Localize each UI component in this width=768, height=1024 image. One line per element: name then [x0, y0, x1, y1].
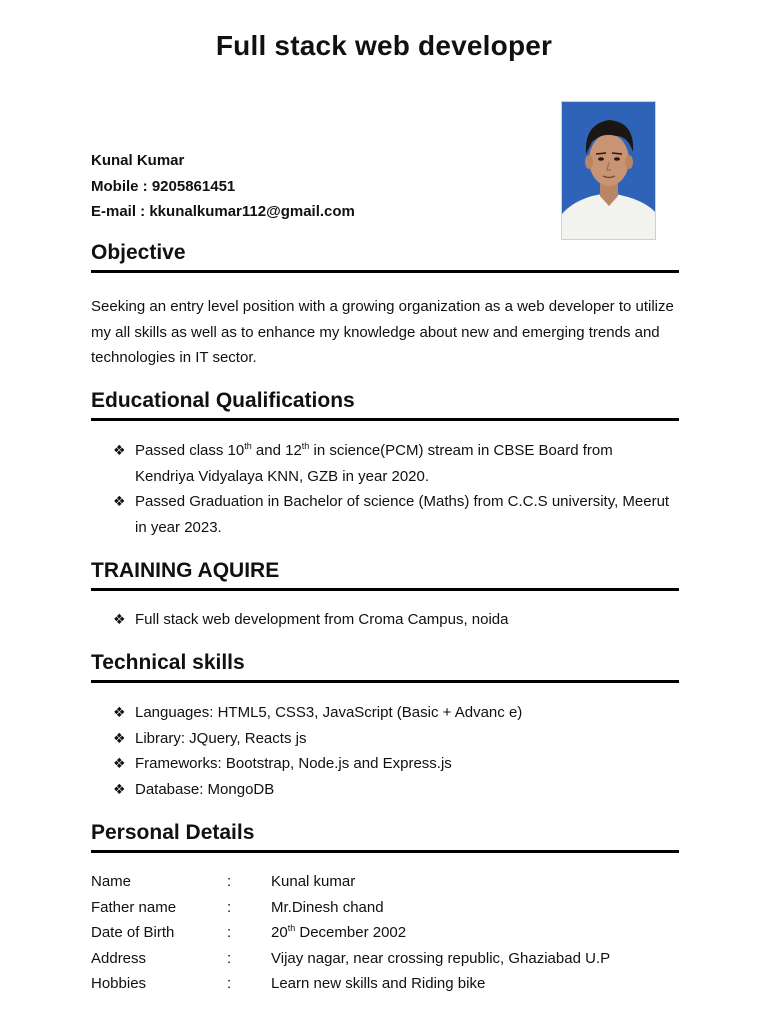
list-item	[113, 726, 673, 752]
diamond-bullet-icon: ❖	[113, 755, 126, 771]
page-title: Full stack web developer	[215, 30, 553, 61]
skills-divider	[91, 680, 679, 683]
row-label: Father name	[91, 898, 177, 916]
diamond-bullet-icon: ❖	[113, 611, 126, 627]
contact-block	[91, 148, 355, 225]
personal-heading: Personal Details	[91, 821, 255, 844]
profile-photo	[561, 101, 656, 240]
contact-mobile: Mobile : 9205861451	[91, 177, 236, 195]
education-divider	[91, 418, 679, 421]
table-row	[91, 946, 610, 972]
row-value: 20th December 2002	[271, 923, 407, 941]
objective-heading: Objective	[91, 241, 186, 264]
training-list	[113, 607, 673, 633]
education-list	[113, 438, 673, 540]
table-row	[91, 971, 610, 997]
training-section	[91, 559, 679, 591]
training-divider	[91, 588, 679, 591]
list-item-text: Passed Graduation in Bachelor of science (Maths) from C.C.S university, Meerut in year 2023.	[135, 493, 670, 536]
row-value: Mr.Dinesh chand	[271, 898, 384, 916]
diamond-bullet-icon: ❖	[113, 704, 126, 720]
personal-divider	[91, 850, 679, 853]
list-item-text: Database: MongoDB	[135, 780, 275, 798]
row-colon: :	[227, 975, 232, 992]
skills-list	[113, 700, 673, 802]
list-item-text: Full stack web development from Croma Campus, noida	[135, 611, 509, 628]
education-section	[91, 389, 679, 421]
row-colon: :	[227, 873, 232, 890]
skills-heading: Technical skills	[91, 651, 245, 674]
row-value: Kunal kumar	[271, 873, 356, 890]
table-row	[91, 895, 610, 921]
list-item-text: Library: JQuery, Reacts js	[135, 729, 307, 747]
row-label: Address	[91, 949, 147, 967]
contact-email: E-mail : kkunalkumar112@gmail.com	[91, 203, 355, 220]
row-label: Date of Birth	[91, 924, 175, 941]
diamond-bullet-icon: ❖	[113, 780, 126, 797]
profile-photo-image	[562, 102, 656, 240]
personal-details-table	[91, 869, 610, 997]
row-label: Hobbies	[91, 975, 147, 992]
diamond-bullet-icon: ❖	[113, 493, 126, 509]
training-heading: TRAINING AQUIRE	[91, 559, 280, 582]
objective-text: Seeking an entry level position with a growing organization as a web developer to utilize my all skills as well as to enhance my knowledge about new and emerging trends and technologies in IT sector.	[91, 298, 674, 366]
row-colon: :	[227, 924, 232, 941]
list-item-text: Frameworks: Bootstrap, Node.js and Express.js	[135, 755, 452, 772]
diamond-bullet-icon: ❖	[113, 442, 126, 458]
contact-name: Kunal Kumar	[91, 152, 185, 169]
education-heading: Educational Qualifications	[91, 389, 355, 412]
list-item	[113, 489, 673, 540]
row-label: Name	[91, 873, 132, 890]
personal-section	[91, 821, 679, 853]
list-item	[113, 777, 673, 803]
list-item	[113, 438, 673, 489]
row-value: Learn new skills and Riding bike	[271, 975, 486, 992]
list-item-text: Languages: HTML5, CSS3, JavaScript (Basic + Advanc e)	[135, 704, 523, 721]
skills-section	[91, 651, 679, 683]
objective-divider	[91, 270, 679, 273]
row-colon: :	[227, 949, 232, 967]
row-value: Vijay nagar, near crossing republic, Ghaziabad U.P	[271, 949, 611, 967]
list-item-text: Passed class 10th and 12th in science(PCM) stream in CBSE Board from Kendriya Vidyalaya KNN, GZB in year 2020.	[135, 441, 613, 485]
row-colon: :	[227, 898, 232, 916]
objective-section	[91, 241, 679, 273]
table-row	[91, 869, 610, 895]
list-item	[113, 751, 673, 777]
diamond-bullet-icon: ❖	[113, 729, 126, 746]
table-row	[91, 920, 610, 946]
list-item	[113, 700, 673, 726]
list-item	[113, 607, 673, 633]
